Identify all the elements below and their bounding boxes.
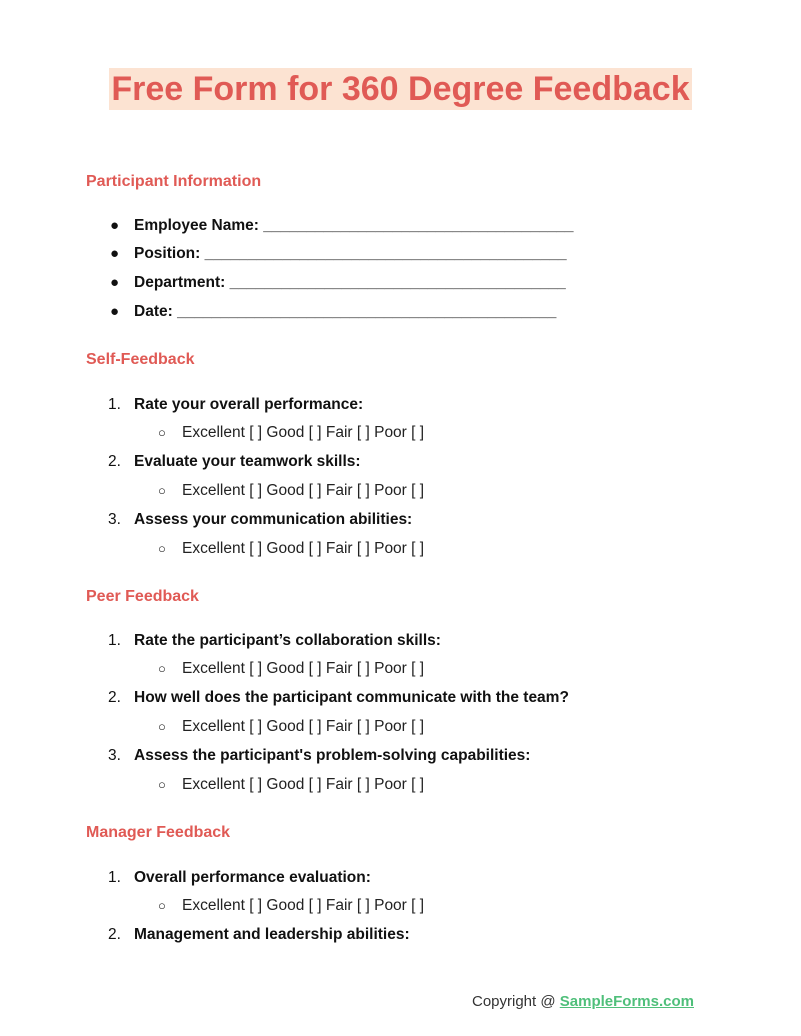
circle-bullet-icon: ○ <box>158 541 166 556</box>
peer-question-1: Rate the participant’s collaboration skills: <box>134 632 441 649</box>
bullet-icon: ● <box>110 245 120 262</box>
peer-question-2: How well does the participant communicate with the team? <box>134 689 569 706</box>
section-heading-self: Self-Feedback <box>86 351 195 368</box>
list-number: 3. <box>108 511 121 528</box>
list-number: 3. <box>108 747 121 764</box>
list-number: 2. <box>108 453 121 470</box>
list-number: 1. <box>108 632 121 649</box>
circle-bullet-icon: ○ <box>158 719 166 734</box>
section-heading-peer: Peer Feedback <box>86 588 199 605</box>
self-question-1: Rate your overall performance: <box>134 396 364 413</box>
employee-name-field[interactable] <box>134 216 574 236</box>
field-label: Employee Name: <box>134 217 264 234</box>
rating-options[interactable]: Excellent [ ] Good [ ] Fair [ ] Poor [ ] <box>182 718 425 735</box>
field-label: Position: <box>134 245 205 262</box>
brand-link[interactable]: SampleForms.com <box>559 993 694 1010</box>
field-line: ____________________________________________ <box>177 303 557 320</box>
rating-options[interactable]: Excellent [ ] Good [ ] Fair [ ] Poor [ ] <box>182 776 425 793</box>
footer-copyright <box>472 992 694 1012</box>
date-field[interactable] <box>134 302 556 322</box>
rating-options[interactable]: Excellent [ ] Good [ ] Fair [ ] Poor [ ] <box>182 660 425 677</box>
field-label: Date: <box>134 303 178 320</box>
circle-bullet-icon: ○ <box>158 483 166 498</box>
list-number: 1. <box>108 869 121 886</box>
copyright-text: Copyright @ <box>472 993 560 1010</box>
list-number: 1. <box>108 396 121 413</box>
field-line: __________________________________________ <box>204 245 567 262</box>
circle-bullet-icon: ○ <box>158 425 166 440</box>
self-question-3: Assess your communication abilities: <box>134 511 413 528</box>
manager-question-2: Management and leadership abilities: <box>134 926 410 943</box>
list-number: 2. <box>108 689 121 706</box>
title-container <box>0 68 801 110</box>
section-heading-participant: Participant Information <box>86 173 262 190</box>
peer-question-3: Assess the participant's problem-solving capabilities: <box>134 747 531 764</box>
manager-question-1: Overall performance evaluation: <box>134 869 371 886</box>
bullet-icon: ● <box>110 274 120 291</box>
position-field[interactable] <box>134 244 567 264</box>
field-label: Department: <box>134 274 230 291</box>
rating-options[interactable]: Excellent [ ] Good [ ] Fair [ ] Poor [ ] <box>182 540 425 557</box>
circle-bullet-icon: ○ <box>158 661 166 676</box>
list-number: 2. <box>108 926 121 943</box>
rating-options[interactable]: Excellent [ ] Good [ ] Fair [ ] Poor [ ] <box>182 482 425 499</box>
rating-options[interactable]: Excellent [ ] Good [ ] Fair [ ] Poor [ ] <box>182 424 425 441</box>
section-heading-manager: Manager Feedback <box>86 824 231 841</box>
bullet-icon: ● <box>110 303 120 320</box>
field-line: ____________________________________ <box>263 217 574 234</box>
circle-bullet-icon: ○ <box>158 777 166 792</box>
page-title: Free Form for 360 Degree Feedback <box>111 70 690 108</box>
field-line: _______________________________________ <box>229 274 566 291</box>
circle-bullet-icon: ○ <box>158 898 166 913</box>
self-question-2: Evaluate your teamwork skills: <box>134 453 361 470</box>
rating-options[interactable]: Excellent [ ] Good [ ] Fair [ ] Poor [ ] <box>182 897 425 914</box>
department-field[interactable] <box>134 273 566 293</box>
bullet-icon: ● <box>110 217 120 234</box>
